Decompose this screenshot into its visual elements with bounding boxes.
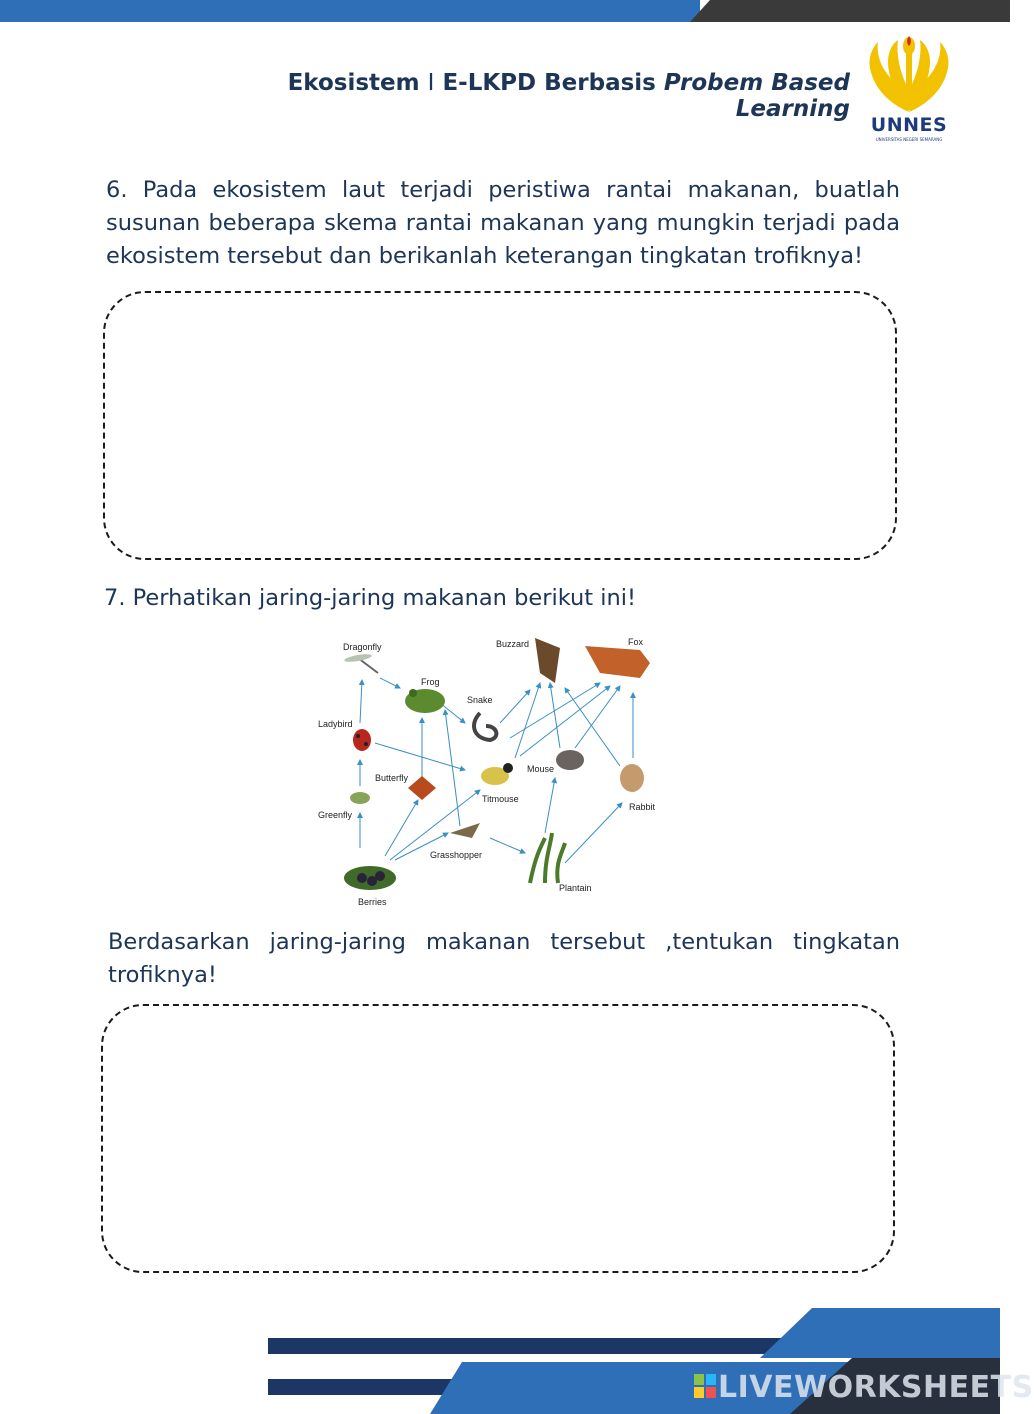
liveworksheets-logo-icon xyxy=(694,1374,716,1398)
header-separator: I xyxy=(427,70,435,96)
logo-name: UNNES xyxy=(870,114,948,136)
footer-watermark: LIVEWORKSHEETS xyxy=(718,1370,1034,1405)
berries-icon xyxy=(344,866,396,890)
label-fox: Fox xyxy=(628,637,644,647)
top-banner-dark xyxy=(690,0,1010,22)
label-rabbit: Rabbit xyxy=(629,802,656,812)
butterfly-icon xyxy=(408,776,436,800)
fox-icon xyxy=(585,646,650,678)
answer-box-question-6[interactable] xyxy=(103,291,897,560)
frog-icon xyxy=(405,689,445,713)
label-snake: Snake xyxy=(467,695,493,705)
label-butterfly: Butterfly xyxy=(375,773,409,783)
label-berries: Berries xyxy=(358,897,387,907)
rabbit-icon xyxy=(620,764,644,792)
top-banner-blue xyxy=(0,0,700,22)
mouse-icon xyxy=(556,750,584,770)
footer-stripe-1 xyxy=(268,1338,808,1354)
buzzard-icon xyxy=(535,638,560,683)
dragonfly-icon xyxy=(344,653,378,673)
logo-subtitle: UNIVERSITAS NEGERI SEMARANG xyxy=(875,137,943,142)
label-greenfly: Greenfly xyxy=(318,810,353,820)
question-6-text: 6. Pada ekosistem laut terjadi peristiwa rantai makanan, buatlah susunan beberapa skema rantai makanan yang mungkin terjadi pada ekosistem tersebut dan berikanlah keterangan tingkatan trofiknya! xyxy=(106,177,900,269)
food-web-diagram xyxy=(300,628,680,913)
question-7-followup: Berdasarkan jaring-jaring makanan tersebut ,tentukan tingkatan trofiknya! xyxy=(108,929,900,988)
header-title-plain: E-LKPD Berbasis xyxy=(442,70,664,96)
header-subject: Ekosistem xyxy=(287,70,420,96)
label-frog: Frog xyxy=(421,677,440,687)
question-7-text: 7. Perhatikan jaring-jaring makanan berikut ini! xyxy=(104,585,637,611)
grasshopper-icon xyxy=(450,823,480,838)
header-title-italic: Probem Based Learning xyxy=(663,70,850,122)
plantain-icon xyxy=(530,833,565,883)
label-grasshopper: Grasshopper xyxy=(430,850,483,860)
titmouse-icon xyxy=(481,763,513,785)
page-header xyxy=(180,70,850,122)
ladybird-icon xyxy=(353,729,371,751)
greenfly-icon xyxy=(350,792,370,804)
answer-box-question-7[interactable] xyxy=(101,1004,895,1273)
snake-icon xyxy=(474,713,496,740)
label-dragonfly: Dragonfly xyxy=(343,642,382,652)
footer-blue-corner xyxy=(760,1308,1000,1358)
label-buzzard: Buzzard xyxy=(496,639,530,649)
label-ladybird: Ladybird xyxy=(318,719,353,729)
label-plantain: Plantain xyxy=(559,883,592,893)
label-titmouse: Titmouse xyxy=(482,794,519,804)
label-mouse: Mouse xyxy=(527,764,555,774)
